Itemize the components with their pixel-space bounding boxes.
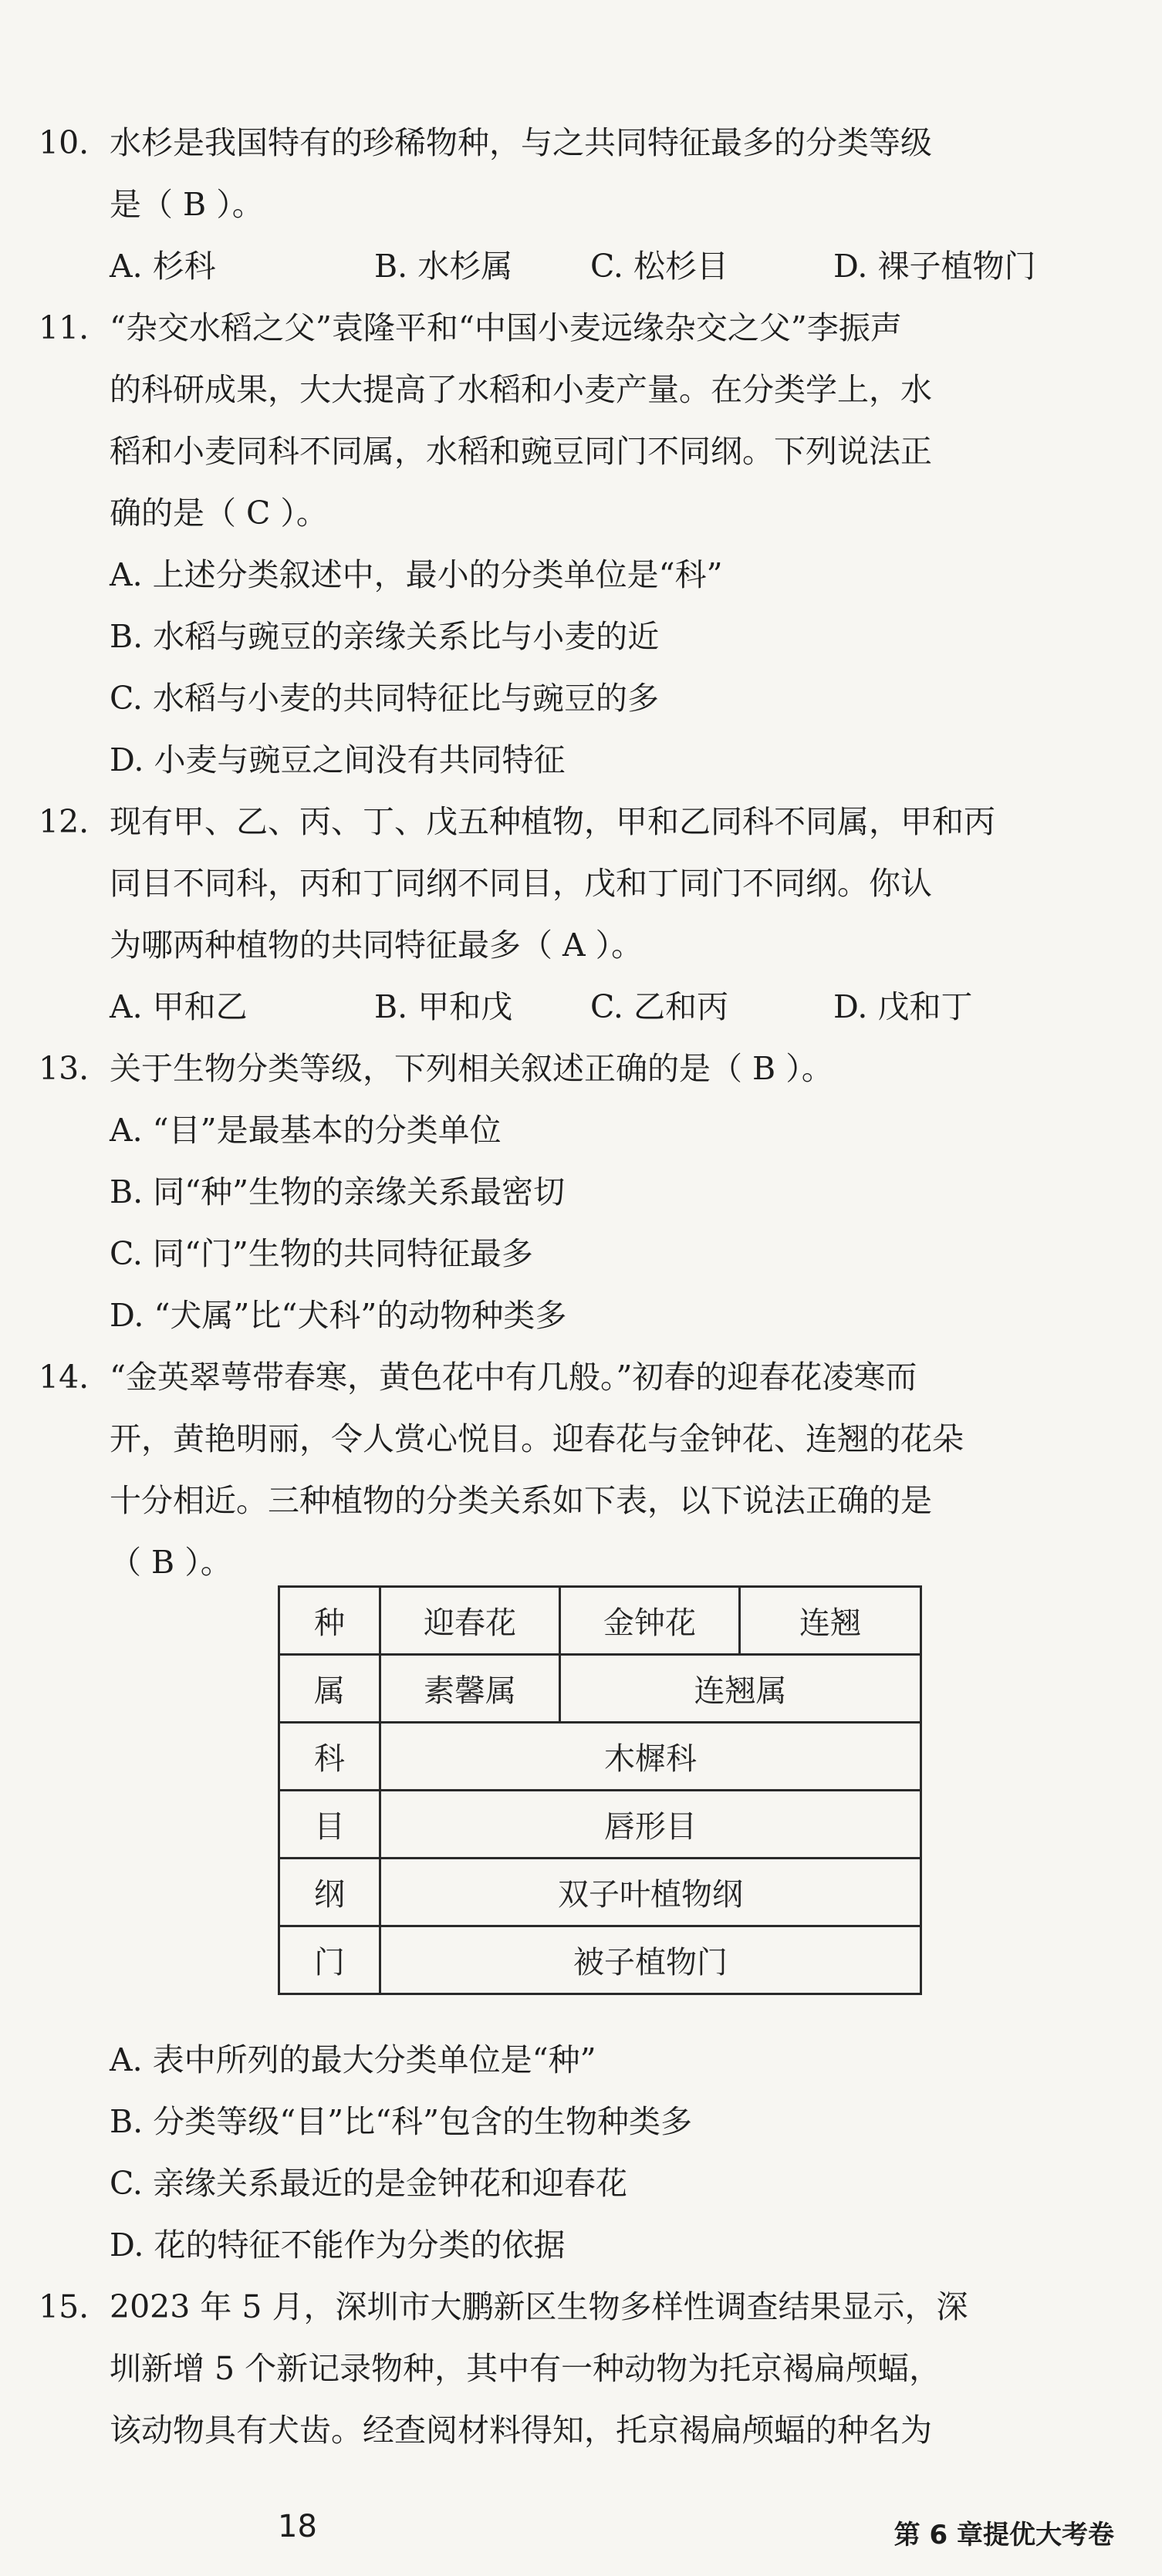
question-text: 稻和小麦同科不同属，水稻和豌豆同门不同纲。下列说法正 — [110, 433, 932, 470]
table-cell: 木樨科 — [380, 1723, 921, 1791]
option-a: A. 表中所列的最大分类单位是“种” — [110, 2041, 596, 2078]
question-text: 该动物具有犬齿。经查阅材料得知，托京褐扁颅蝠的种名为 — [110, 2412, 932, 2449]
option-a: A. “目”是最基本的分类单位 — [110, 1112, 502, 1149]
rank-cell: 目 — [279, 1791, 380, 1859]
question-text: （ B ）。 — [110, 1544, 232, 1581]
question-number: 11. — [39, 309, 90, 346]
table-cell: 唇形目 — [380, 1791, 921, 1859]
option-a: A. 上述分类叙述中，最小的分类单位是“科” — [110, 556, 723, 593]
option-d: D. 裸子植物门 — [833, 248, 1036, 285]
option-b: B. 同“种”生物的亲缘关系最密切 — [110, 1173, 566, 1210]
options-row — [39, 976, 1119, 1038]
question-number: 15. — [39, 2288, 90, 2325]
option-c: C. 水稻与小麦的共同特征比与豌豆的多 — [110, 680, 659, 717]
question-12 — [39, 791, 1119, 1038]
table-row — [279, 1859, 921, 1926]
rank-cell: 种 — [279, 1587, 380, 1655]
question-number: 14. — [39, 1359, 90, 1396]
question-text: 关于生物分类等级，下列相关叙述正确的是（ B ）。 — [110, 1050, 833, 1087]
question-15 — [39, 2276, 1119, 2461]
question-text: 圳新增 5 个新记录物种，其中有一种动物为托京褐扁颅蝠， — [110, 2350, 941, 2387]
question-14 — [39, 1346, 1119, 1593]
question-text: 现有甲、乙、丙、丁、戊五种植物，甲和乙同科不同属，甲和丙 — [110, 803, 995, 840]
table-cell: 双子叶植物纲 — [380, 1859, 921, 1926]
option-c: C. 乙和丙 — [590, 988, 728, 1025]
table-row — [279, 1791, 921, 1859]
option-b: B. 分类等级“目”比“科”包含的生物种类多 — [110, 2103, 693, 2140]
question-text: 同目不同科，丙和丁同纲不同目，戊和丁同门不同纲。你认 — [110, 865, 932, 902]
rank-cell: 属 — [279, 1655, 380, 1723]
option-d: D. 花的特征不能作为分类的依据 — [110, 2227, 566, 2264]
question-number: 10. — [39, 124, 90, 161]
option-b: B. 水杉属 — [374, 248, 513, 285]
option-c: C. 亲缘关系最近的是金钟花和迎春花 — [110, 2165, 627, 2202]
option-d: D. “犬属”比“犬科”的动物种类多 — [110, 1297, 567, 1334]
table-cell: 迎春花 — [380, 1587, 560, 1655]
question-text: 的科研成果，大大提高了水稻和小麦产量。在分类学上，水 — [110, 371, 932, 408]
question-text: 是（ B ）。 — [110, 186, 264, 223]
table-cell: 素馨属 — [380, 1655, 560, 1723]
table-row — [279, 1723, 921, 1791]
table-cell: 连翘属 — [560, 1655, 921, 1723]
rank-cell: 门 — [279, 1926, 380, 1994]
table-row — [279, 1655, 921, 1723]
table-cell: 被子植物门 — [380, 1926, 921, 1994]
table-cell: 连翘 — [740, 1587, 921, 1655]
option-c: C. 同“门”生物的共同特征最多 — [110, 1235, 533, 1272]
chapter-label: 第 6 章提优大考卷 — [893, 2520, 1114, 2551]
table-row — [279, 1926, 921, 1994]
rank-cell: 科 — [279, 1723, 380, 1791]
question-14-options — [39, 2029, 1119, 2276]
question-number: 13. — [39, 1050, 90, 1087]
question-text: 为哪两种植物的共同特征最多（ A ）。 — [110, 927, 643, 964]
option-c: C. 松杉目 — [590, 248, 728, 285]
table-cell: 金钟花 — [560, 1587, 740, 1655]
options-row — [39, 235, 1119, 297]
question-text: 水杉是我国特有的珍稀物种，与之共同特征最多的分类等级 — [110, 124, 932, 161]
question-13 — [39, 1038, 1119, 1346]
question-text: 十分相近。三种植物的分类关系如下表，以下说法正确的是 — [110, 1482, 932, 1519]
option-b: B. 水稻与豌豆的亲缘关系比与小麦的近 — [110, 618, 660, 655]
page-number: 18 — [278, 2509, 317, 2544]
table-row — [279, 1587, 921, 1655]
rank-cell: 纲 — [279, 1859, 380, 1926]
question-10 — [39, 112, 1119, 297]
option-b: B. 甲和戊 — [374, 988, 513, 1025]
question-text: 2023 年 5 月，深圳市大鹏新区生物多样性调查结果显示，深 — [110, 2288, 968, 2325]
question-number: 12. — [39, 803, 90, 840]
option-a: A. 甲和乙 — [110, 988, 248, 1025]
question-11 — [39, 297, 1119, 791]
option-d: D. 戊和丁 — [833, 988, 973, 1025]
question-text: 确的是（ C ）。 — [110, 495, 328, 532]
question-text: “杂交水稻之父”袁隆平和“中国小麦远缘杂交之父”李振声 — [110, 309, 902, 346]
option-d: D. 小麦与豌豆之间没有共同特征 — [110, 741, 566, 778]
question-text: 开，黄艳明丽，令人赏心悦目。迎春花与金钟花、连翘的花朵 — [110, 1420, 964, 1457]
classification-table — [278, 1585, 922, 1995]
option-a: A. 杉科 — [110, 248, 216, 285]
question-text: “金英翠萼带春寒，黄色花中有几般。”初春的迎春花凌寒而 — [110, 1359, 917, 1396]
